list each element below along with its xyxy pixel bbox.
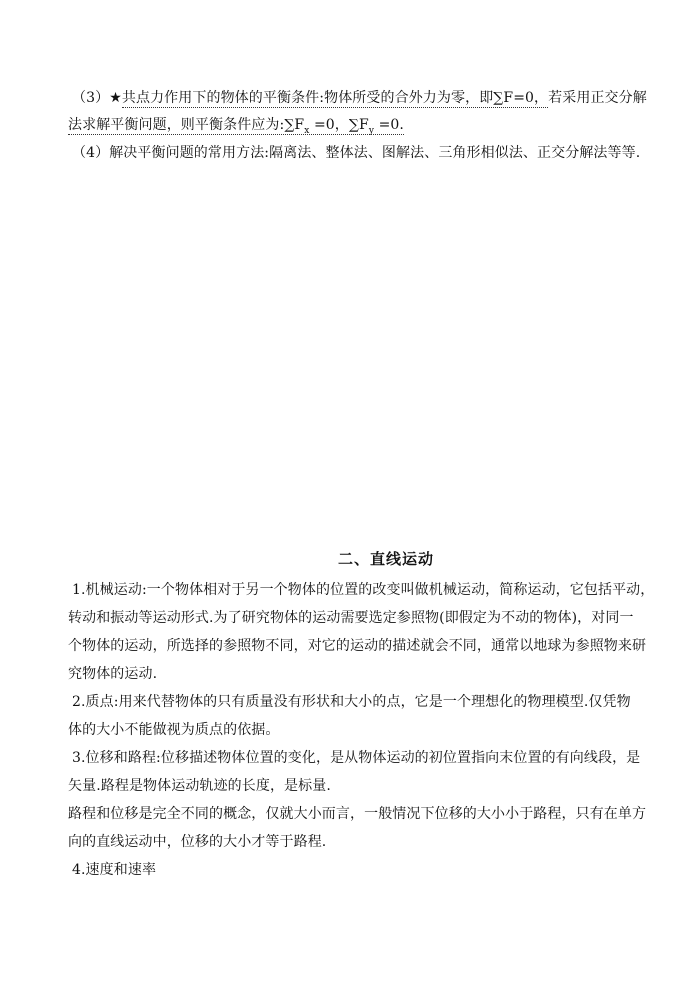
paragraph1-line1: 1.机械运动:一个物体相对于另一个物体的位置的改变叫做机械运动，简称运动，它包括平动， bbox=[72, 582, 655, 598]
paragraph3-line2: 矢量.路程是物体运动轨迹的长度，是标量. bbox=[68, 778, 331, 794]
section-heading: 二、直线运动 bbox=[337, 550, 434, 568]
paragraph4-line1: 4.速度和速率 bbox=[72, 862, 157, 878]
item4-line: （4）解决平衡问题的常用方法:隔离法、整体法、图解法、三角形相似法、正交分解法等等. bbox=[72, 145, 641, 161]
paragraph3-line1: 3.位移和路程:位移描述物体位置的变化，是从物体运动的初位置指向末位置的有向线段，是 bbox=[72, 750, 641, 766]
paragraph2-line2: 体的大小不能做视为质点的依据。 bbox=[68, 722, 280, 738]
paragraph1-line3: 个物体的运动，所选择的参照物不同，对它的运动的描述就会不同，通常以地球为参照物来研 bbox=[68, 638, 647, 654]
star-icon: ★ bbox=[109, 90, 122, 106]
item3-line2-part2: =0，∑F bbox=[309, 117, 369, 133]
item3-line1 bbox=[72, 86, 647, 110]
item3-line2 bbox=[68, 113, 404, 143]
paragraph1-line2: 转动和振动等运动形式.为了研究物体的运动需要选定参照物(即假定为不动的物体)，对同一 bbox=[68, 610, 634, 626]
item3-line2-part1: 法求解平衡问题，则平衡条件应为:∑F bbox=[68, 117, 305, 133]
item3-line2-part3: =0. bbox=[374, 117, 404, 133]
paragraph2-line1: 2.质点:用来代替物体的只有质量没有形状和大小的点，它是一个理想化的物理模型.仅凭物 bbox=[72, 694, 631, 710]
item3-underlined-text: 共点力作用下的物体的平衡条件:物体所受的合外力为零，即∑F=0， bbox=[121, 90, 549, 106]
subscript-x: x bbox=[304, 125, 310, 136]
item3-line2-underlined bbox=[68, 117, 404, 135]
paragraph3-line3: 路程和位移是完全不同的概念，仅就大小而言，一般情况下位移的大小小于路程，只有在单方 bbox=[68, 806, 647, 822]
subscript-y: y bbox=[368, 125, 375, 136]
item3-prefix: （3） bbox=[72, 90, 110, 106]
paragraph1-line4: 究物体的运动. bbox=[68, 666, 158, 682]
item3-line1-rest: 若采用正交分解 bbox=[548, 90, 647, 106]
paragraph3-line4: 向的直线运动中，位移的大小才等于路程. bbox=[68, 834, 327, 850]
